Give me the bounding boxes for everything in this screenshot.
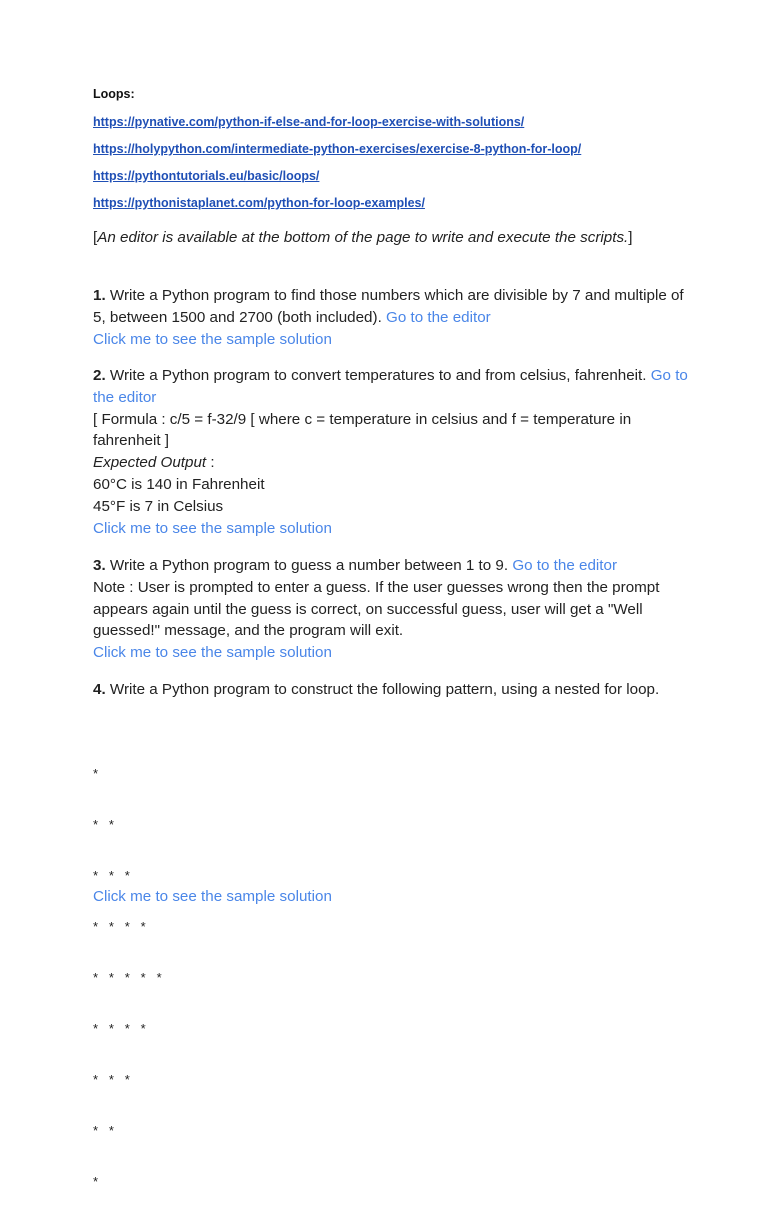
exercise-1: [93, 285, 693, 350]
exercise-3: [93, 555, 693, 664]
expected-output-label: Expected Output: [93, 454, 207, 472]
exercise-4: [93, 679, 693, 701]
pattern-row: *: [93, 1174, 99, 1189]
exercise-3-text: Write a Python program to guess a number between 1 to 9.: [105, 557, 513, 574]
pattern-row: * * *: [93, 1072, 130, 1087]
exercise-3-number: 3.: [93, 557, 106, 574]
editor-note: [An editor is available at the bottom of the page to write and execute the scripts.]: [93, 229, 633, 246]
pattern-row: * * * *: [93, 919, 146, 934]
editor-note-text: An editor is available at the bottom of the page to write and execute the scripts.: [97, 229, 629, 246]
star-pattern: [93, 731, 162, 1224]
exercise-1-number: 1.: [93, 287, 106, 304]
exercise-4-solution: [93, 886, 693, 908]
pattern-row: * * * * *: [93, 970, 162, 985]
exercise-2-editor-link[interactable]: Go to the editor: [93, 367, 688, 406]
pattern-row: * * * *: [93, 1021, 146, 1036]
resource-link-pynative[interactable]: https://pynative.com/python-if-else-and-for-loop-exercise-with-solutions/: [93, 115, 525, 129]
exercise-2-number: 2.: [93, 367, 106, 384]
exercise-4-text: Write a Python program to construct the following pattern, using a nested for loop.: [105, 681, 660, 698]
pattern-row: * *: [93, 1123, 114, 1138]
expected-output-line-2: 45°F is 7 in Celsius: [93, 497, 224, 515]
resource-link-pythontutorials[interactable]: https://pythontutorials.eu/basic/loops/: [93, 169, 320, 183]
exercise-3-solution-link[interactable]: Click me to see the sample solution: [93, 644, 332, 662]
exercise-1-text: Write a Python program to find those numbers which are divisible by 7 and multiple of 5, between 1500 and 2700 (both included).: [93, 287, 684, 326]
pattern-row: * *: [93, 817, 114, 832]
resource-link-pythonistaplanet[interactable]: https://pythonistaplanet.com/python-for-loop-examples/: [93, 196, 425, 210]
exercise-1-editor-link[interactable]: Go to the editor: [386, 308, 491, 326]
pattern-row: *: [93, 766, 99, 781]
exercise-4-number: 4.: [93, 681, 106, 698]
resource-link-holypython[interactable]: https://holypython.com/intermediate-python-exercises/exercise-8-python-for-loop/: [93, 142, 582, 156]
exercise-3-note: Note : User is prompted to enter a guess. If the user guesses wrong then the prompt appears again until the guess is correct, on successful guess, user will get a "Well guessed!" message, and the program will exit.: [93, 578, 660, 640]
exercise-2-text: Write a Python program to convert temperatures to and from celsius, fahrenheit.: [105, 367, 651, 384]
exercise-2-formula: [ Formula : c/5 = f-32/9 [ where c = temperature in celsius and f = temperature in fahrenheit ]: [93, 410, 632, 450]
exercise-4-solution-link[interactable]: Click me to see the sample solution: [93, 888, 332, 905]
exercise-2-solution-link[interactable]: Click me to see the sample solution: [93, 519, 332, 537]
pattern-row: * * *: [93, 868, 130, 883]
section-heading: Loops:: [93, 87, 135, 101]
exercise-1-solution-link[interactable]: Click me to see the sample solution: [93, 330, 332, 348]
expected-output-line-1: 60°C is 140 in Fahrenheit: [93, 475, 265, 493]
exercise-3-editor-link[interactable]: Go to the editor: [512, 557, 618, 574]
exercise-2: 2. Write a Python program to convert temperatures to and from celsius, fahrenheit. Go to the editor [ Formula : c/5 = f-32/9 [ where c = temperature in celsius and f = temperature in fahrenheit ] Expected Output : 60°C is 140 in Fahrenheit 45°F is 7 in Celsius Click me to see the sample solution: [93, 367, 688, 537]
